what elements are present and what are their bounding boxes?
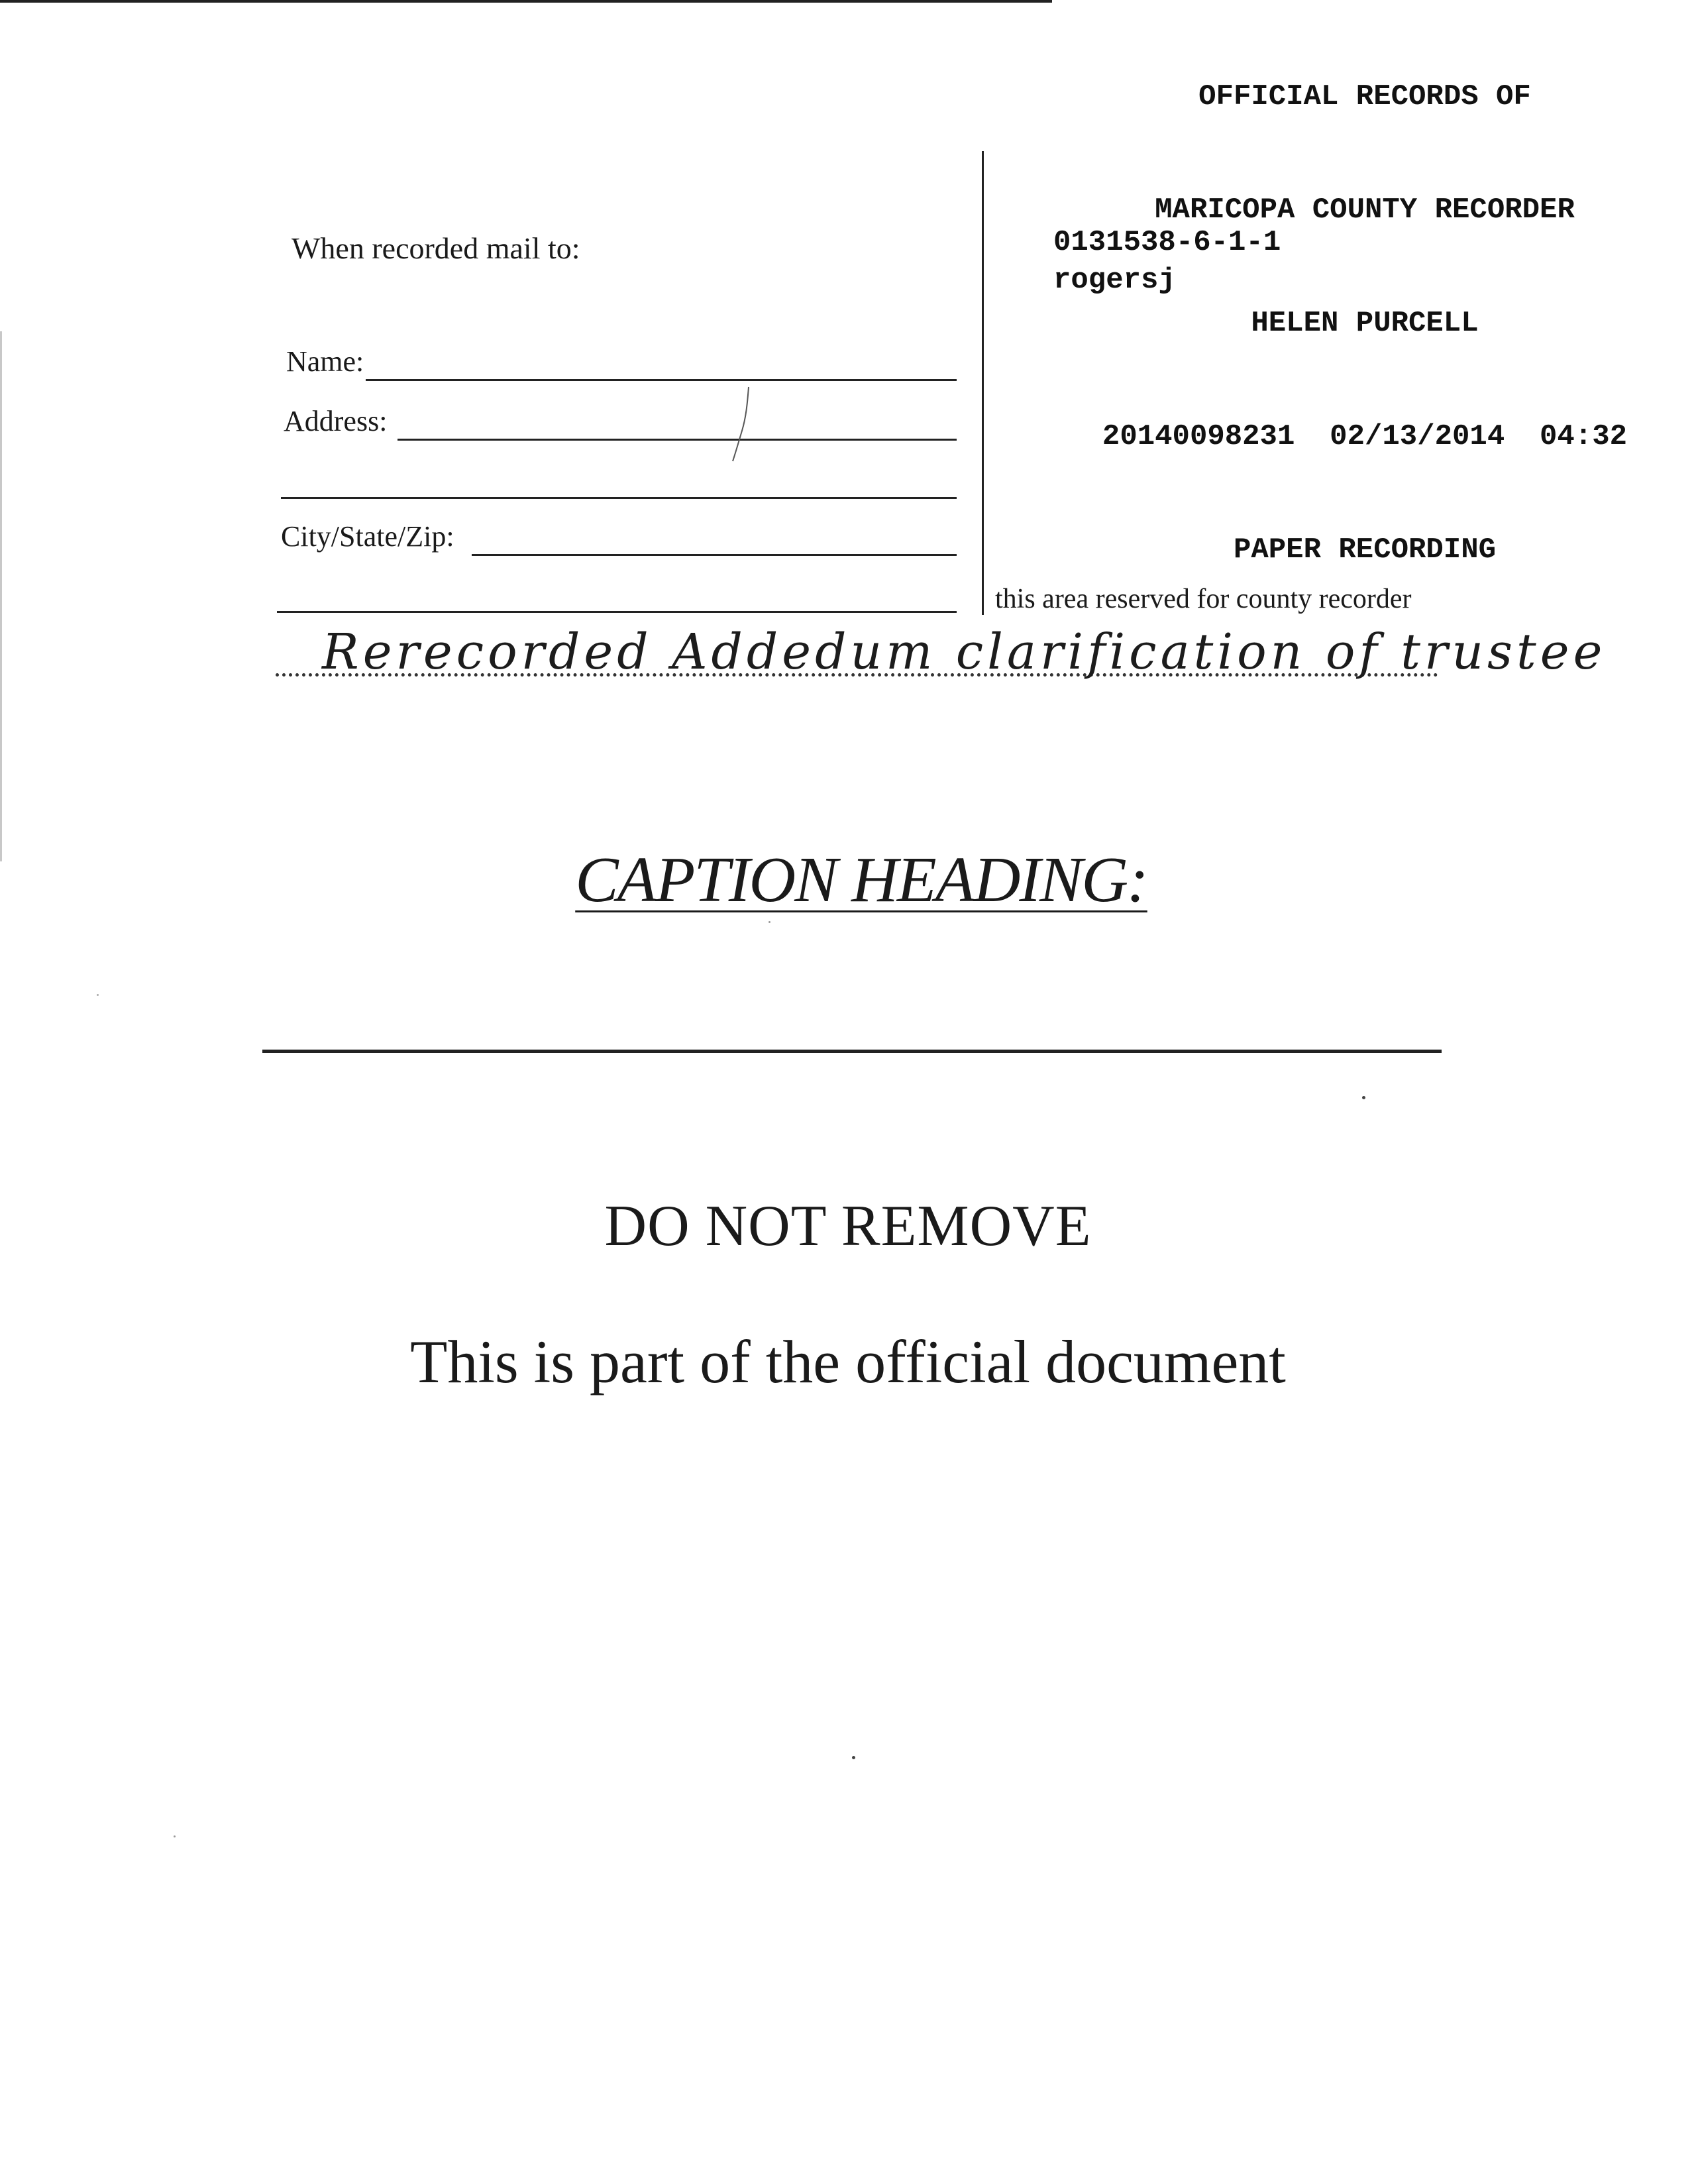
stamp-line-2: MARICOPA COUNTY RECORDER [1155, 193, 1575, 227]
name-line [366, 379, 957, 381]
scan-speck [1362, 1096, 1365, 1099]
address-label: Address: [284, 405, 388, 437]
recorder-stamp [1034, 3, 1696, 607]
pen-stroke-mark [729, 384, 755, 464]
name-label: Name: [286, 345, 364, 378]
handwritten-note [276, 613, 1607, 686]
stamp-line-3: HELEN PURCELL [1251, 307, 1479, 340]
scan-top-rule [0, 0, 1052, 3]
stamp-ids [1053, 224, 1281, 300]
caption-rule [262, 1050, 1442, 1053]
address-line-2 [281, 497, 957, 499]
scan-speck [174, 1835, 176, 1837]
caption-heading [0, 843, 1696, 917]
stamp-docket-id: 0131538-6-1-1 [1053, 226, 1281, 259]
city-state-zip-line [472, 554, 957, 556]
caption-heading-text: CAPTION HEADING: [575, 844, 1147, 916]
do-not-remove-notice: DO NOT REMOVE [604, 1194, 1092, 1258]
stamp-line-5: PAPER RECORDING [1233, 533, 1497, 567]
stamp-clerk-id: rogersj [1053, 264, 1176, 297]
mail-to-heading: When recorded mail to: [292, 231, 580, 265]
handwritten-text: Rerecorded Addedum clarification of trustee [322, 624, 1607, 681]
stamp-line-1: OFFICIAL RECORDS OF [1198, 80, 1531, 113]
scan-speck [97, 994, 99, 996]
scan-left-edge [0, 331, 2, 861]
address-line [398, 439, 957, 441]
stamp-line-recording-number: 20140098231 02/13/2014 04:32 [1102, 420, 1628, 453]
recorder-area-divider [982, 151, 984, 615]
official-document-notice: This is part of the official document [410, 1328, 1286, 1395]
scan-speck [852, 1756, 855, 1759]
scan-speck [768, 921, 770, 923]
recorder-area-note: this area reserved for county recorder [995, 584, 1412, 614]
city-state-zip-label: City/State/Zip: [281, 520, 454, 553]
